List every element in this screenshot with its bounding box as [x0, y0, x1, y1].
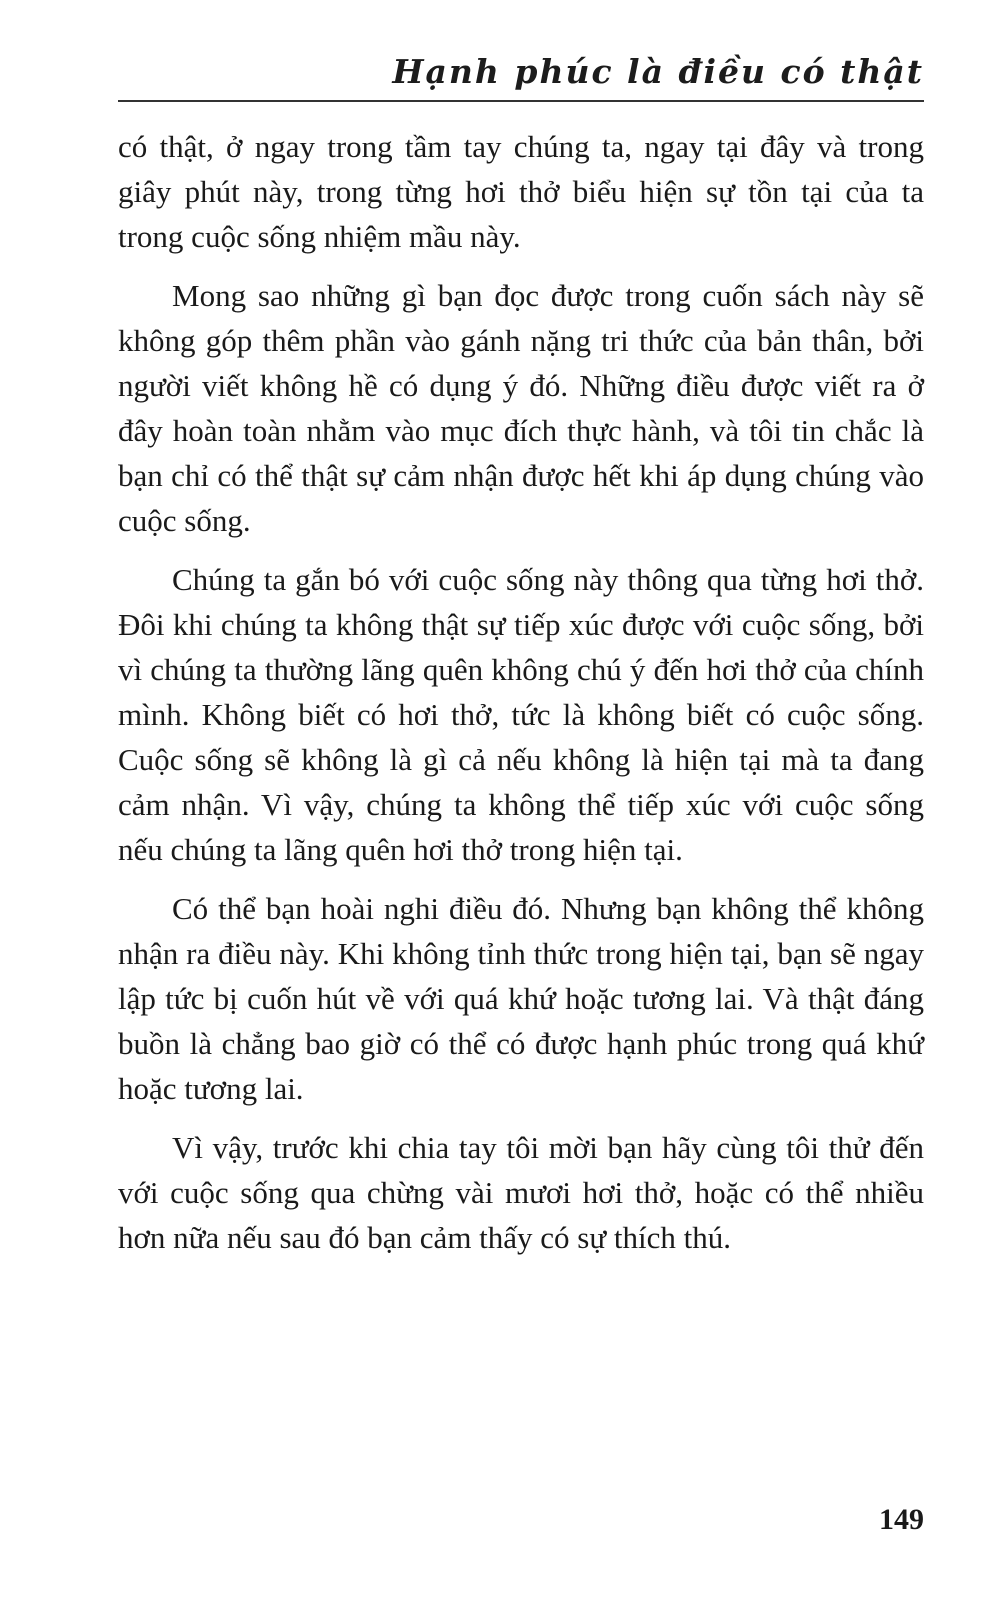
paragraph: Mong sao những gì bạn đọc được trong cuốn sách này sẽ không góp thêm phần vào gánh nặng tri thức của bản thân, bởi người viết không hề có dụng ý đó. Những điều được viết ra ở đây hoàn toàn nhằm vào mục đích thực hành, và tôi tin chắc là bạn chỉ có thể thật sự cảm nhận được hết khi áp dụng chúng vào cuộc sống.: [118, 278, 924, 538]
paragraph: Có thể bạn hoài nghi điều đó. Nhưng bạn không thể không nhận ra điều này. Khi không tỉnh thức trong hiện tại, bạn sẽ ngay lập tức bị cuốn hút về với quá khứ hoặc tương lai. Và thật đáng buồn là chẳng bao giờ có thể có được hạnh phúc trong quá khứ hoặc tương lai.: [118, 891, 924, 1106]
paragraph-continued: có thật, ở ngay trong tầm tay chúng ta, ngay tại đây và trong giây phút này, trong từng hơi thở biểu hiện sự tồn tại của ta trong cuộc sống nhiệm mầu này.: [118, 129, 924, 254]
page-number: 149: [879, 1503, 924, 1536]
paragraph: Vì vậy, trước khi chia tay tôi mời bạn hãy cùng tôi thử đến với cuộc sống qua chừng vài mươi hơi thở, hoặc có thể nhiều hơn nữa nếu sau đó bạn cảm thấy có sự thích thú.: [118, 1130, 924, 1255]
paragraph: Chúng ta gắn bó với cuộc sống này thông qua từng hơi thở. Đôi khi chúng ta không thật sự tiếp xúc được với cuộc sống, bởi vì chúng ta thường lãng quên không chú ý đến hơi thở của chính mình. Không biết có hơi thở, tức là không biết có cuộc sống. Cuộc sống sẽ không là gì cả nếu không là hiện tại mà ta đang cảm nhận. Vì vậy, chúng ta không thể tiếp xúc với cuộc sống nếu chúng ta lãng quên hơi thở trong hiện tại.: [118, 562, 924, 867]
running-title: Hạnh phúc là điều có thật: [392, 52, 924, 91]
body-text: [118, 124, 924, 1274]
running-header: [118, 50, 924, 102]
